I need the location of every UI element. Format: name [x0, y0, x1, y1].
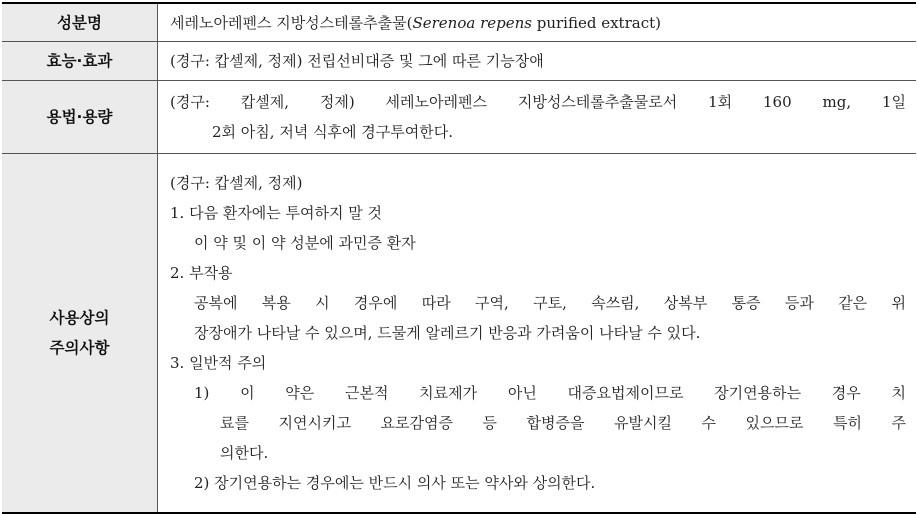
efficacy-row: [2, 42, 916, 81]
efficacy-value: (경구: 캅셀제, 정제) 전립선비대증 및 그에 따른 기능장애: [158, 42, 917, 81]
dosage-value: [158, 81, 917, 154]
dosage-line-1: (경구: 캅셀제, 정제) 세레노아레펜스 지방성스테롤추출물로서 1회 160 mg, 1일: [170, 93, 906, 111]
precautions-value: [158, 154, 917, 514]
side-effects-line-2: 장장애가 나타날 수 있으며, 드물게 알레르기 반응과 가려움이 나타날 수 있다.: [194, 324, 701, 342]
contraindications-title: 1. 다음 환자에는 투여하지 말 것: [170, 204, 383, 222]
dosage-line-2: 2회 아침, 저녁 식후에 경구투여한다.: [212, 123, 454, 141]
ingredient-name-suffix: purified extract): [531, 13, 661, 32]
general-precautions-title: 3. 일반적 주의: [170, 354, 267, 372]
general-precaution-2: 2) 장기연용하는 경우에는 반드시 의사 또는 약사와 상의한다.: [194, 474, 596, 492]
ingredient-label: 성분명: [2, 3, 158, 42]
ingredient-row: [2, 3, 916, 42]
ingredient-scientific-name: Serenoa repens: [412, 13, 532, 32]
precautions-label-line-1: 사용상의: [49, 309, 110, 327]
contraindications-text: 이 약 및 이 약 성분에 과민증 환자: [194, 234, 416, 252]
ingredient-name-korean: 세레노아레펜스 지방성스테롤추출물(: [170, 13, 413, 32]
general-precaution-1-line-3: 의한다.: [220, 444, 269, 462]
general-precaution-1-line-1: 1) 이 약은 근본적 치료제가 아닌 대증요법제이므로 장기연용하는 경우 치: [194, 384, 906, 402]
precautions-row: [2, 154, 916, 514]
side-effects-title: 2. 부작용: [170, 264, 233, 282]
ingredient-value: [158, 3, 917, 42]
precautions-route: (경구: 캅셀제, 정제): [170, 174, 303, 192]
side-effects-line-1: 공복에 복용 시 경우에 따라 구역, 구토, 속쓰림, 상복부 통증 등과 같은 위: [194, 294, 906, 312]
efficacy-label: 효능·효과: [2, 42, 158, 81]
general-precaution-1-line-2: 료를 지연시키고 요로감염증 등 합병증을 유발시킬 수 있으므로 특히 주: [220, 414, 906, 432]
drug-info-table: [2, 2, 916, 514]
dosage-row: [2, 81, 916, 154]
dosage-label: 용법·용량: [2, 81, 158, 154]
precautions-label: [2, 154, 158, 514]
precautions-label-line-2: 주의사항: [49, 339, 110, 357]
